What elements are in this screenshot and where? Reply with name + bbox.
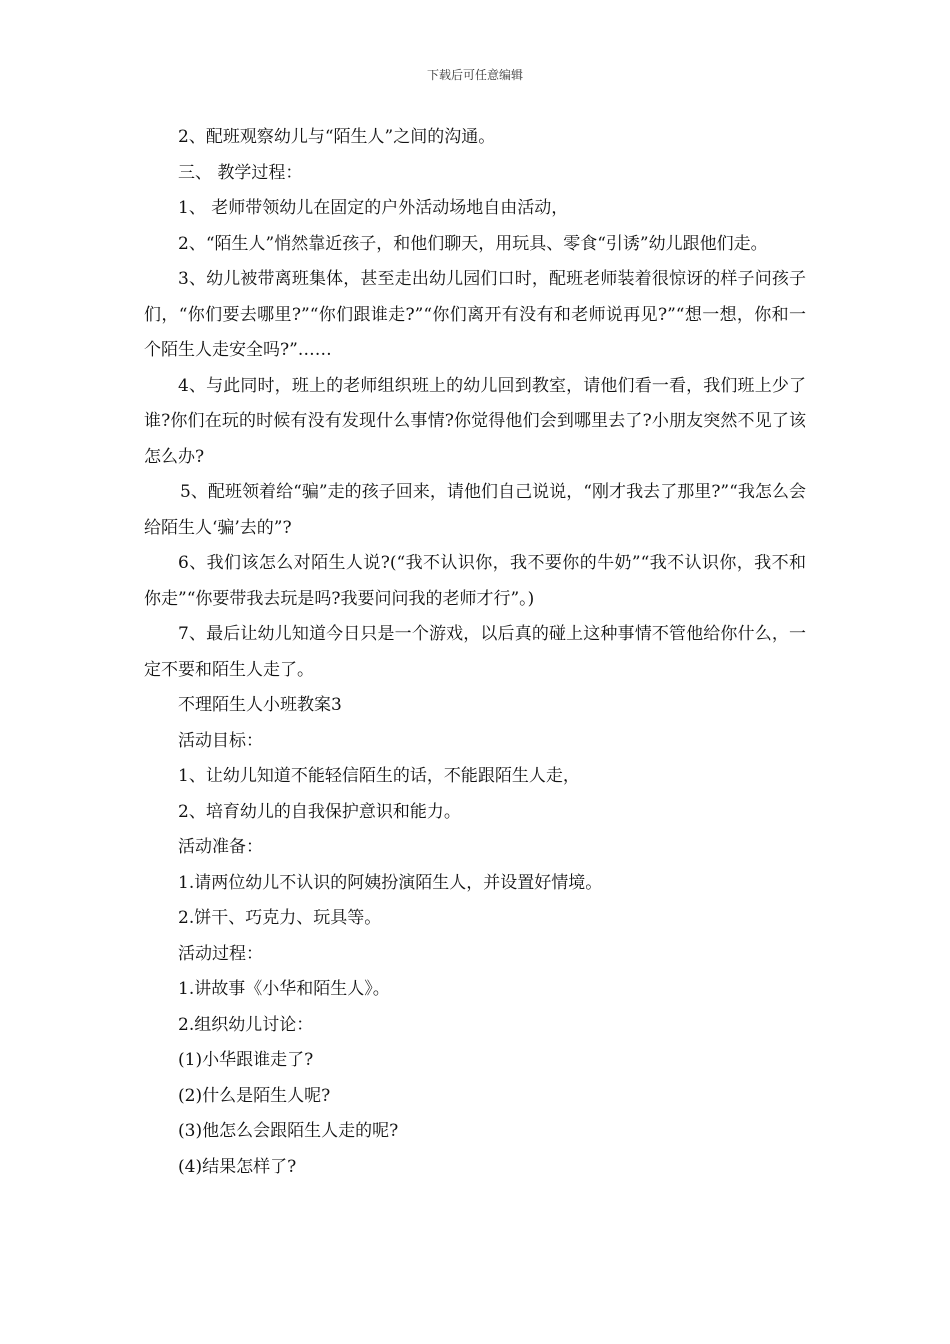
page-header: 下载后可任意编辑 [426, 68, 523, 82]
paragraph: 2、“陌生人”悄然靠近孩子，和他们聊天，用玩具、零食“引诱”幼儿跟他们走。 [178, 233, 768, 254]
list-item: 1.讲故事《小华和陌生人》。 [178, 979, 390, 999]
paragraph: 4、与此同时，班上的老师组织班上的幼儿回到教室，请他们看一看，我们班上少了谁?你们在玩的时候有没有发现什么事情?你觉得他们会到哪里去了?小朋友突然不见了该怎么办? [144, 375, 806, 467]
list-item: 2.组织幼儿讨论： [178, 1014, 314, 1035]
paragraph: 5、配班领着给“骗”走的孩子回来，请他们自己说说，“刚才我去了那里?”“我怎么会给陌生人‘骗’去的”? [144, 482, 806, 538]
subheading: 活动准备： [178, 837, 263, 857]
paragraph: 6、我们该怎么对陌生人说?(“我不认识你，我不要你的牛奶”“我不认识你，我不和你走”“你要带我去玩是吗?我要问问我的老师才行”。) [144, 553, 806, 609]
section-heading: 三、 教学过程： [178, 162, 303, 183]
list-item: (1)小华跟谁走了? [178, 1050, 314, 1070]
list-item: (2)什么是陌生人呢? [178, 1085, 331, 1106]
list-item: 1.请两位幼儿不认识的阿姨扮演陌生人，并设置好情境。 [178, 872, 603, 893]
document-body [144, 120, 806, 1185]
list-item: 2.饼干、巧克力、玩具等。 [178, 908, 382, 928]
subheading: 活动过程： [178, 943, 263, 964]
paragraph: 3、幼儿被带离班集体，甚至走出幼儿园们口时，配班老师装着很惊讶的样子问孩子们，“你们要去哪里?”“你们跟谁走?”“你们离开有没有和老师说再见?”“想一想，你和一个陌生人走安全吗?”…… [144, 269, 806, 360]
list-item: (3)他怎么会跟陌生人走的呢? [178, 1121, 399, 1141]
list-item: (4)结果怎样了? [178, 1156, 297, 1177]
paragraph: 2、配班观察幼儿与“陌生人”之间的沟通。 [178, 127, 496, 147]
section-title: 不理陌生人小班教案3 [178, 695, 342, 715]
subheading: 活动目标： [178, 730, 263, 751]
list-item: 2、培育幼儿的自我保护意识和能力。 [178, 801, 461, 822]
list-item: 1、让幼儿知道不能轻信陌生的话，不能跟陌生人走， [178, 766, 580, 786]
paragraph: 1、 老师带领幼儿在固定的户外活动场地自由活动， [178, 198, 569, 218]
paragraph: 7、最后让幼儿知道今日只是一个游戏，以后真的碰上这种事情不管他给你什么，一定不要和陌生人走了。 [144, 624, 806, 680]
